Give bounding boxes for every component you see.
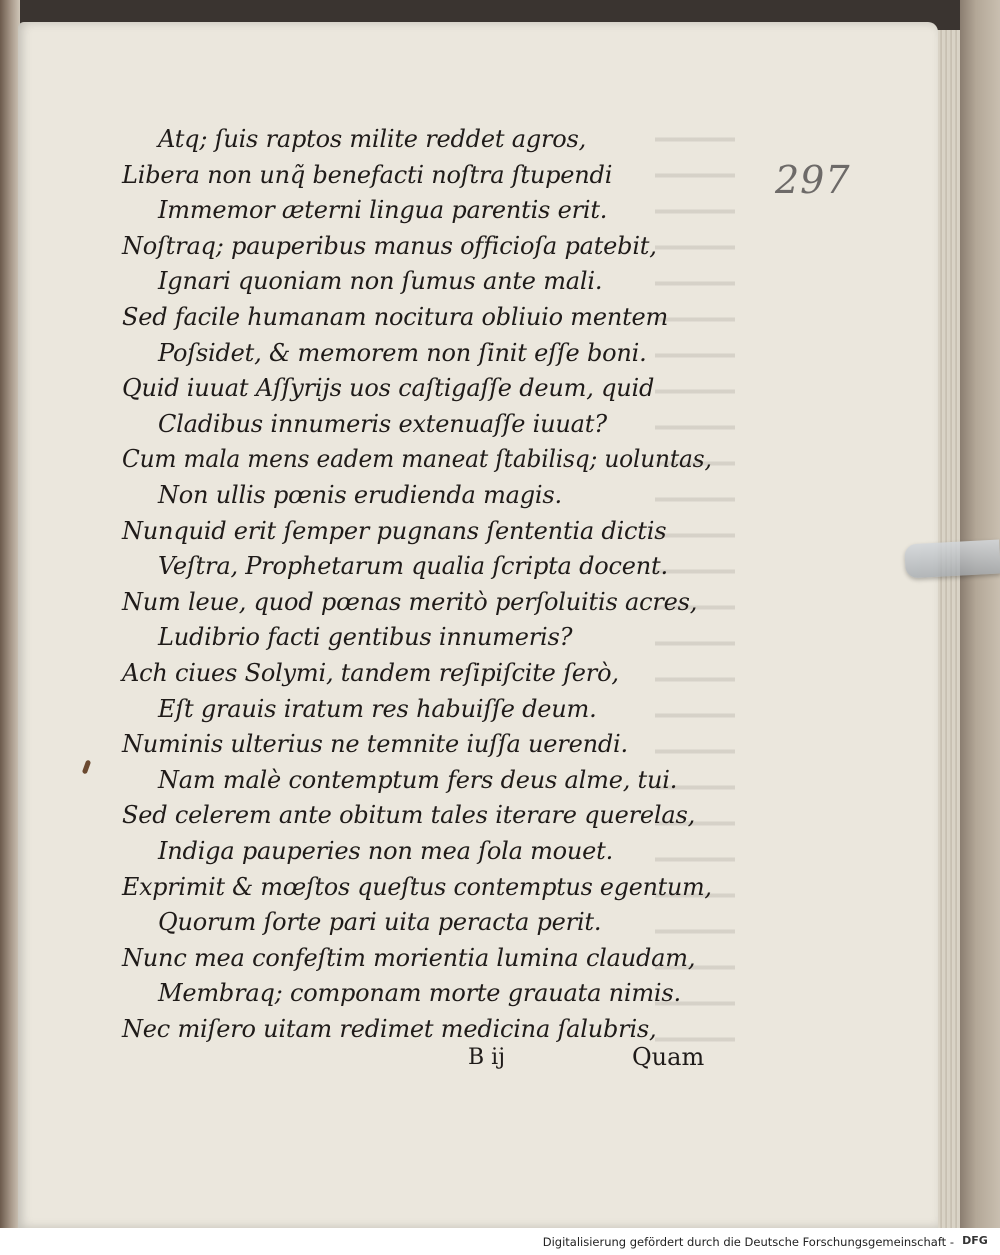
signature-mark: B ij [468, 1045, 506, 1070]
verse-line: Veſtra, Prophetarum qualia ſcripta docent. [158, 552, 668, 581]
verse-line: Cum mala mens eadem maneat ſtabilisq; uoluntas, [122, 445, 712, 474]
verse-line: Quorum ſorte pari uita peracta perit. [158, 908, 602, 937]
verse-line: Cladibus innumeris extenuaſſe iuuat? [158, 409, 607, 438]
verse-line: Poſsidet, & memorem non ſinit eſſe boni. [158, 338, 647, 367]
bookmark-strip [904, 540, 1000, 579]
verse-line: Quid iuuat Aſſyrijs uos caſtigaſſe deum, quid [122, 374, 655, 403]
book-cover-board [960, 0, 1000, 1228]
verse-line: Nunquid erit ſemper pugnans ſententia dictis [122, 516, 667, 545]
verse-line: Num leue, quod pœnas meritò perſoluitis acres, [122, 587, 698, 616]
dfg-logo: DFG [962, 1234, 988, 1247]
verse-line: Non ullis pœnis erudienda magis. [158, 481, 562, 509]
verse-line: Sed facile humanam nocitura obliuio mentem [122, 303, 669, 331]
verse-line: Ignari quoniam non ſumus ante mali. [158, 267, 603, 296]
verse-line: Indiga pauperies non mea ſola mouet. [158, 837, 614, 865]
verse-line: Exprimit & mœſtos queſtus contemptus egentum, [122, 872, 712, 901]
verse-line: Libera non unq̃ benefacti noſtra ſtupendi [122, 160, 613, 189]
verse-line: Eſt grauis iratum res habuiſſe deum. [158, 694, 597, 723]
catchword: Quam [632, 1043, 705, 1071]
verse-line: Membraq; componam morte grauata nimis. [158, 979, 681, 1008]
funding-credit: Digitalisierung gefördert durch die Deutsche Forschungsgemeinschaft - [542, 1235, 954, 1249]
verse-line: Numinis ulterius ne temnite iuſſa uerendi. [122, 730, 628, 759]
verse-line: Ach ciues Solymi, tandem reſipiſcite ſerò, [122, 659, 619, 687]
verse-line: Nam malè contemptum fers deus alme, tui. [158, 765, 678, 794]
verse-line: Sed celerem ante obitum tales iterare querelas, [122, 801, 696, 830]
verse-line: Nec miſero uitam redimet medicina ſalubris, [122, 1015, 657, 1043]
book-binding [0, 0, 20, 1228]
page-number: 297 [775, 158, 851, 202]
verse-line: Ludibrio facti gentibus innumeris? [158, 623, 573, 652]
verse-line: Immemor æterni lingua parentis erit. [158, 196, 608, 225]
footer-bar [0, 1228, 1000, 1255]
verse-line: Noſtraq; pauperibus manus officioſa patebit, [122, 231, 657, 260]
verse-line: Atq; ſuis raptos milite reddet agros, [158, 125, 587, 153]
verse-line: Nunc mea confeſtim morientia lumina claudam, [122, 943, 696, 972]
